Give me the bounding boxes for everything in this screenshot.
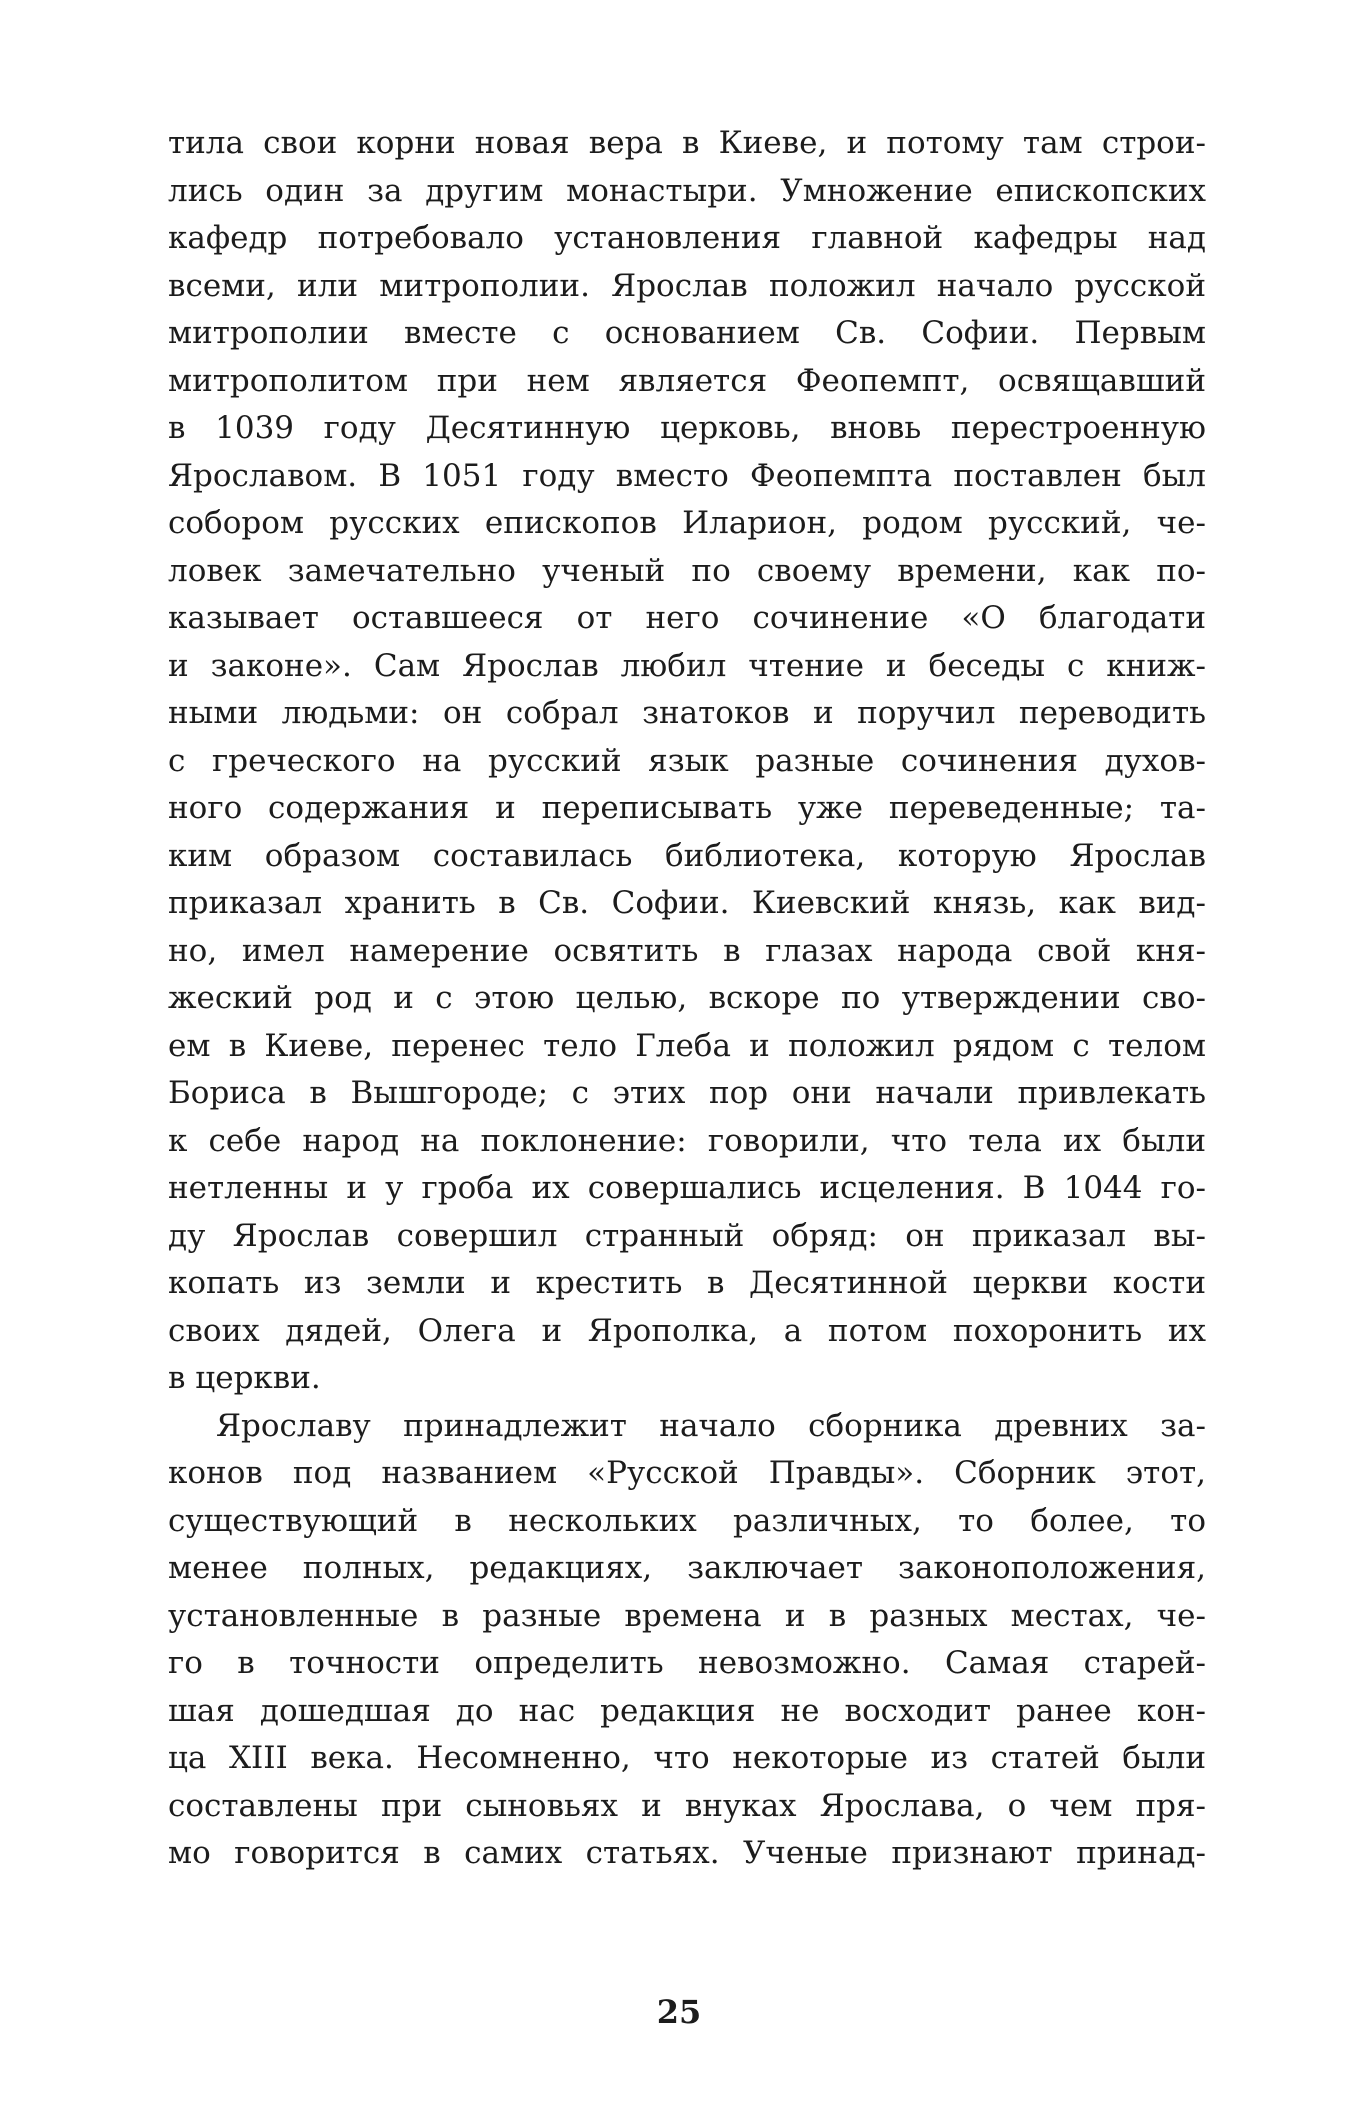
text-line: Ярославу принадлежит начало сборника древних за-: [216, 1407, 1206, 1444]
text-line: митрополии вместе с основанием Св. Софии. Первым: [168, 315, 1206, 351]
paragraph-1: [168, 120, 1206, 1403]
text-line: ем в Киеве, перенес тело Глеба и положил рядом с телом: [168, 1027, 1206, 1064]
paragraph-2: [168, 1403, 1206, 1878]
text-line: лись один за другим монастыри. Умножение епископских: [168, 172, 1206, 209]
text-line: жеский род и с этою целью, вскоре по утверждении сво-: [168, 980, 1206, 1016]
text-line: ким образом составилась библиотека, которую Ярослав: [168, 837, 1206, 874]
text-line: Ярославом. В 1051 году вместо Феопемпта поставлен был: [168, 457, 1206, 494]
text-line: Бориса в Вышгороде; с этих пор они начали привлекать: [168, 1075, 1206, 1111]
text-line: ду Ярослав совершил странный обряд: он приказал вы-: [168, 1217, 1206, 1254]
text-line: составлены при сыновьях и внуках Ярослава, о чем пря-: [168, 1787, 1206, 1824]
text-line: ца XIII века. Несомненно, что некоторые из статей были: [168, 1740, 1206, 1776]
text-line: существующий в нескольких различных, то более, то: [168, 1502, 1206, 1539]
text-line: нетленны и у гроба их совершались исцеления. В 1044 го-: [168, 1170, 1206, 1206]
text-line: в церкви.: [168, 1360, 321, 1396]
text-line: всеми, или митрополии. Ярослав положил начало русской: [168, 267, 1206, 304]
text-line: и законе». Сам Ярослав любил чтение и беседы с книж-: [168, 647, 1206, 684]
text-line: установленные в разные времена и в разных местах, че-: [168, 1597, 1206, 1634]
text-line: ного содержания и переписывать уже переведенные; та-: [168, 790, 1206, 826]
text-line: казывает оставшееся от него сочинение «О благодати: [168, 600, 1206, 636]
page-number: 25: [656, 1993, 702, 2031]
text-line: в 1039 году Десятинную церковь, вновь перестроенную: [168, 410, 1206, 446]
text-line: собором русских епископов Иларион, родом русский, че-: [168, 505, 1206, 541]
text-line: шая дошедшая до нас редакция не восходит ранее кон-: [168, 1692, 1206, 1729]
text-line: приказал хранить в Св. Софии. Киевский князь, как вид-: [168, 885, 1206, 921]
text-line: но, имел намерение освятить в глазах народа свой кня-: [168, 932, 1206, 969]
text-line: мо говорится в самих статьях. Ученые признают принад-: [168, 1835, 1206, 1871]
text-line: своих дядей, Олега и Ярополка, а потом похоронить их: [168, 1312, 1206, 1349]
text-line: кафедр потребовало установления главной кафедры над: [168, 220, 1206, 256]
text-line: копать из земли и крестить в Десятинной церкви кости: [168, 1265, 1206, 1301]
text-line: ными людьми: он собрал знатоков и поручил переводить: [168, 695, 1206, 731]
text-line: ловек замечательно ученый по своему времени, как по-: [168, 552, 1206, 589]
text-line: с греческого на русский язык разные сочинения духов-: [168, 742, 1206, 779]
text-line: митрополитом при нем является Феопемпт, освящавший: [168, 362, 1206, 399]
text-line: го в точности определить невозможно. Самая старей-: [168, 1645, 1206, 1681]
text-line: менее полных, редакциях, заключает законоположения,: [168, 1550, 1206, 1586]
text-line: тила свои корни новая вера в Киеве, и потому там строи-: [168, 125, 1206, 161]
text-line: конов под названием «Русской Правды». Сборник этот,: [168, 1455, 1206, 1491]
book-page-text: [168, 120, 1206, 1878]
text-line: к себе народ на поклонение: говорили, что тела их были: [168, 1122, 1206, 1159]
